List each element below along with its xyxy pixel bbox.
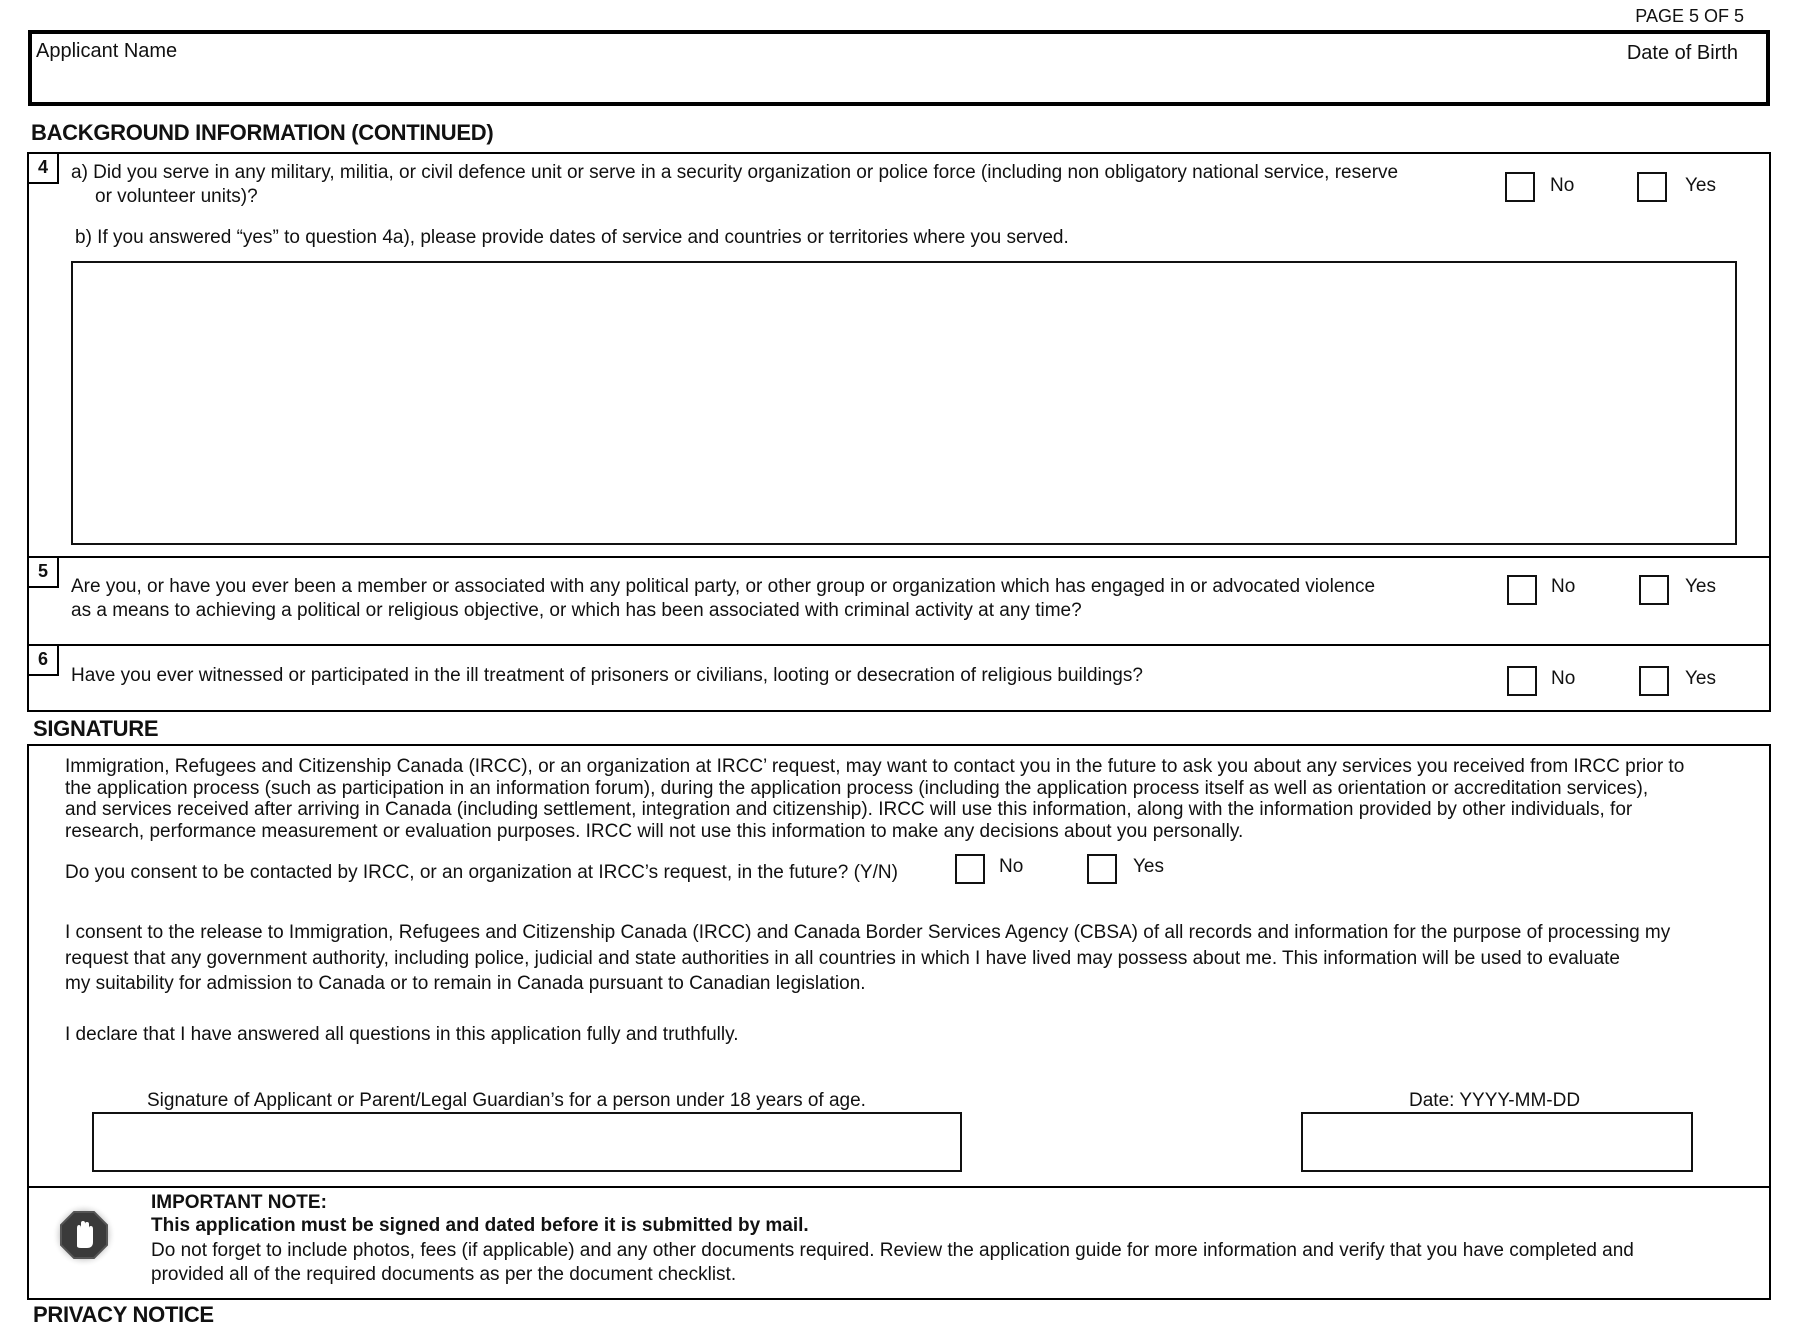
question-4-yes-label: Yes bbox=[1685, 175, 1716, 196]
declaration-text: I declare that I have answered all questions in this application fully and truthfully. bbox=[65, 1024, 739, 1045]
question-4a-line1: a) Did you serve in any military, militia, or civil defence unit or serve in a security organization or police force (including non obligatory national service, reserve bbox=[71, 162, 1399, 183]
stop-hand-icon bbox=[51, 1202, 117, 1268]
consent-no-checkbox[interactable] bbox=[955, 854, 985, 884]
consent-yes-checkbox[interactable] bbox=[1087, 854, 1117, 884]
question-6-no-label: No bbox=[1551, 668, 1576, 689]
question-4-no-checkbox[interactable] bbox=[1505, 172, 1535, 202]
question-6-no-checkbox[interactable] bbox=[1507, 666, 1537, 696]
important-note-bold-line: This application must be signed and dated before it is submitted by mail. bbox=[151, 1215, 809, 1236]
question-5-no-label: No bbox=[1551, 576, 1576, 597]
question-number: 4 bbox=[29, 154, 59, 184]
signature-label: Signature of Applicant or Parent/Legal Guardian’s for a person under 18 years of age. bbox=[147, 1090, 866, 1111]
signature-field[interactable] bbox=[92, 1112, 962, 1172]
release-paragraph-line: I consent to the release to Immigration, Refugees and Citizenship Canada (IRCC) and Canada Border Services Agency (CBSA) of all records and information for the purpose of processing my bbox=[65, 922, 1671, 943]
consent-question: Do you consent to be contacted by IRCC, or an organization at IRCC’s request, in the future? (Y/N) bbox=[65, 862, 898, 883]
important-note-body-line1: Do not forget to include photos, fees (if applicable) and any other documents required. Review the application guide for more information and verify that you have completed and bbox=[151, 1240, 1634, 1261]
question-6-text: Have you ever witnessed or participated in the ill treatment of prisoners or civilians, looting or desecration of religious buildings? bbox=[71, 665, 1143, 686]
question-5-no-checkbox[interactable] bbox=[1507, 575, 1537, 605]
privacy-notice-title: PRIVACY NOTICE bbox=[33, 1302, 214, 1327]
release-paragraph-line: request that any government authority, including police, judicial and state authorities in all countries in which I have lived may possess about me. This information will be used to evaluate bbox=[65, 947, 1620, 969]
release-consent-paragraph bbox=[65, 920, 1765, 997]
question-5-line1: Are you, or have you ever been a member or associated with any political party, or other group or organization which has engaged in or advocated violence bbox=[71, 576, 1376, 597]
applicant-name-label: Applicant Name bbox=[36, 40, 178, 62]
question-4b-textarea[interactable] bbox=[71, 261, 1737, 545]
ircc-paragraph-line: the application process (such as participation in an information forum), during the application process (including the application process itself as well as orientation or accreditation services), bbox=[65, 777, 1649, 799]
consent-yes-label: Yes bbox=[1133, 856, 1164, 877]
question-4-yes-checkbox[interactable] bbox=[1637, 172, 1667, 202]
question-4-no-label: No bbox=[1550, 175, 1575, 196]
important-note-block bbox=[27, 1186, 1771, 1300]
question-5-yes-label: Yes bbox=[1685, 576, 1716, 597]
ircc-paragraph-line: and services received after arriving in Canada (including settlement, integration and citizenship). IRCC will use this information, along with the information provided by other individuals, for bbox=[65, 799, 1633, 820]
consent-no-label: No bbox=[999, 856, 1024, 877]
question-6-yes-checkbox[interactable] bbox=[1639, 666, 1669, 696]
page-indicator: PAGE 5 OF 5 bbox=[1635, 6, 1744, 26]
date-field[interactable] bbox=[1301, 1112, 1693, 1172]
question-4-block bbox=[27, 152, 1771, 558]
ircc-paragraph-line: research, performance measurement or evaluation purposes. IRCC will not use this information to make any decisions about you personally. bbox=[65, 820, 1244, 842]
question-5-line2: as a means to achieving a political or religious objective, or which has been associated with criminal activity at any time? bbox=[71, 600, 1082, 621]
important-note-title: IMPORTANT NOTE: bbox=[151, 1192, 327, 1213]
date-label: Date: YYYY-MM-DD bbox=[1409, 1090, 1581, 1111]
ircc-paragraph-line: Immigration, Refugees and Citizenship Canada (IRCC), or an organization at IRCC’ request, may want to contact you in the future to ask you about any services you received from IRCC prior to bbox=[65, 756, 1685, 777]
signature-block bbox=[27, 744, 1771, 1188]
background-section-title: BACKGROUND INFORMATION (CONTINUED) bbox=[31, 120, 494, 145]
question-5-block bbox=[27, 556, 1771, 646]
question-6-yes-label: Yes bbox=[1685, 668, 1716, 689]
question-4a-line2: or volunteer units)? bbox=[95, 186, 258, 207]
question-6-block bbox=[27, 644, 1771, 712]
applicant-header-box bbox=[28, 30, 1770, 106]
question-5-yes-checkbox[interactable] bbox=[1639, 575, 1669, 605]
signature-section-title: SIGNATURE bbox=[33, 716, 159, 741]
question-4b-text: b) If you answered “yes” to question 4a), please provide dates of service and countries or territories where you served. bbox=[75, 227, 1069, 248]
ircc-contact-paragraph bbox=[65, 756, 1765, 842]
question-number: 6 bbox=[29, 646, 59, 676]
date-of-birth-label: Date of Birth bbox=[1626, 42, 1738, 64]
question-number: 5 bbox=[29, 558, 59, 588]
release-paragraph-line: my suitability for admission to Canada or to remain in Canada pursuant to Canadian legislation. bbox=[65, 973, 866, 994]
important-note-body-line2: provided all of the required documents as per the document checklist. bbox=[151, 1264, 737, 1285]
